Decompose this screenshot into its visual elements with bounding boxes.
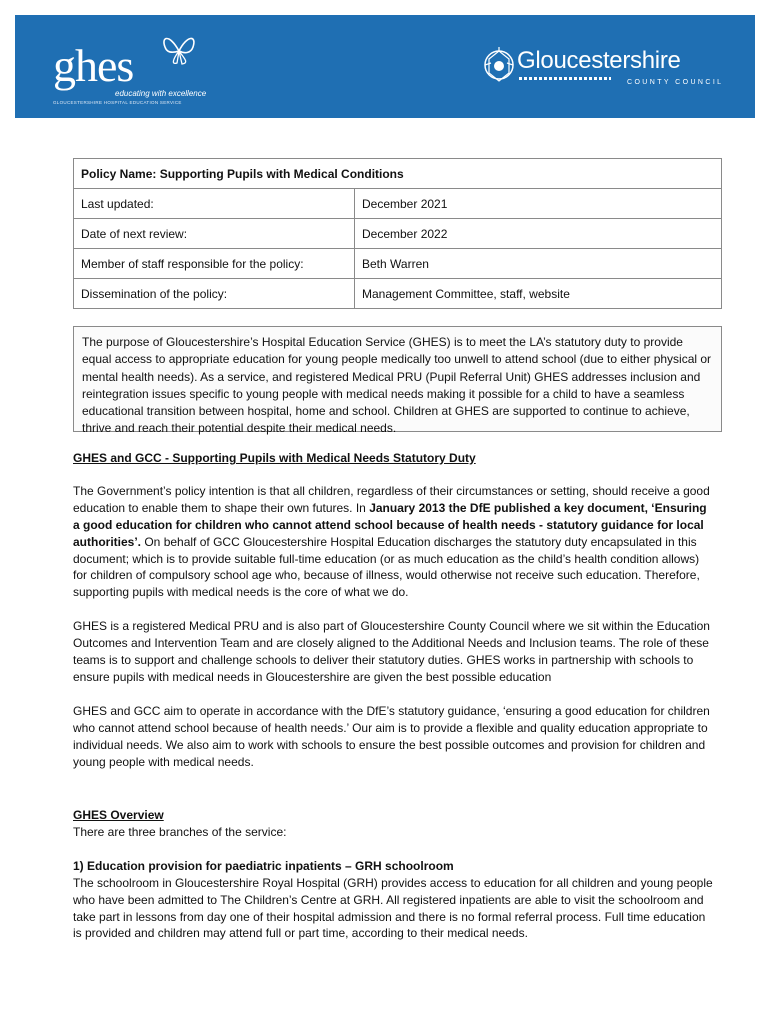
table-row (74, 219, 722, 249)
policy-name: Policy Name: Supporting Pupils with Medical Conditions (74, 159, 722, 189)
row-label: Member of staff responsible for the policy: (74, 249, 355, 279)
ghes-tagline: educating with excellence (115, 89, 207, 98)
gcc-logo (481, 45, 741, 101)
gcc-name: Gloucestershire (517, 47, 681, 74)
ghes-logo (53, 31, 213, 111)
purpose-box: The purpose of Gloucestershire’s Hospital Education Service (GHES) is to meet the LA’s statutory duty to provide equal access to appropriate education for young people medically too unwell to attend school (due to either physical or mental health needs). As a service, and registered Medical PRU (Pupil Referral Unit) GHES addresses inclusion and reintegration issues specific to young people with medical needs making it possible for a child to have a seamless educational transition between hospital, home and school. Children at GHES are supported to continue to achieve, thrive and reach their potential despite their medical needs. (73, 326, 722, 432)
header-banner (15, 15, 755, 118)
policy-name-row (74, 159, 722, 189)
row-value: December 2022 (355, 219, 722, 249)
crest-icon (481, 45, 517, 87)
section-heading: GHES Overview (73, 808, 164, 822)
section-heading: GHES and GCC - Supporting Pupils with Medical Needs Statutory Duty (73, 451, 476, 465)
paragraph: GHES and GCC aim to operate in accordance with the DfE’s statutory guidance, ‘ensuring a good education for children who cannot attend school because of health needs.’ Our aim is to provide a flexible and quality education appropriate to individual needs. We also aim to work with schools to ensure the best possible outcomes and provision for children and young people with medical needs. (73, 703, 710, 769)
paragraph-text: The Government’s policy intention is that all children, regardless of their circumstances or setting, should receive a good education to enable them to shape their own futures. In (73, 483, 710, 515)
table-row (74, 279, 722, 309)
row-value: Management Committee, staff, website (355, 279, 722, 309)
paragraph-bold-text: January 2013 the DfE published a key document, ‘Ensuring a good education for children who cannot attend school because of health needs - statutory guidance for local authorities’. (73, 500, 707, 549)
gcc-dotted-rule (519, 77, 611, 80)
row-label: Dissemination of the policy: (74, 279, 355, 309)
section-statutory-duty (73, 450, 713, 771)
ghes-subtitle: GLOUCESTERSHIRE HOSPITAL EDUCATION SERVICE (53, 100, 182, 105)
table-row (74, 249, 722, 279)
ghes-logo-word: ghes (53, 40, 134, 91)
policy-info-table (73, 158, 722, 309)
row-value: Beth Warren (355, 249, 722, 279)
paragraph: The schoolroom in Gloucestershire Royal Hospital (GRH) provides access to education for all children and young people who have been admitted to The Children’s Centre at GRH. All registered inpatients are able to visit the schoolroom and take part in lessons from day one of their hospital admission and there is no formal referral process. Full time education is provided and children may attend full or part time, according to their medical needs. (73, 875, 713, 941)
paragraph: There are three branches of the service: (73, 824, 287, 839)
gcc-subtitle: COUNTY COUNCIL (627, 79, 724, 86)
subsection-heading: 1) Education provision for paediatric inpatients – GRH schoolroom (73, 858, 454, 873)
table-row (74, 189, 722, 219)
butterfly-icon (159, 29, 199, 69)
row-value: December 2021 (355, 189, 722, 219)
row-label: Last updated: (74, 189, 355, 219)
paragraph-text: On behalf of GCC Gloucestershire Hospital Education discharges the statutory duty encapsulated in this document; which is to provide suitable full-time education (or as much education as the child’s health condition allows) for children of compulsory school age who, because of illness, would otherwise not receive such education. Therefore, supporting pupils with medical needs is the core of what we do. (73, 534, 700, 600)
section-overview (73, 807, 713, 942)
paragraph (73, 483, 713, 601)
row-label: Date of next review: (74, 219, 355, 249)
paragraph: GHES is a registered Medical PRU and is also part of Gloucestershire County Council where we sit within the Education Outcomes and Intervention Team and are closely aligned to the Additional Needs and Inclusion teams. The role of these teams is to support and challenge schools to deliver their statutory duties. GHES works in partnership with schools to ensure pupils with medical needs in Gloucestershire are given the best possible education (73, 619, 710, 684)
